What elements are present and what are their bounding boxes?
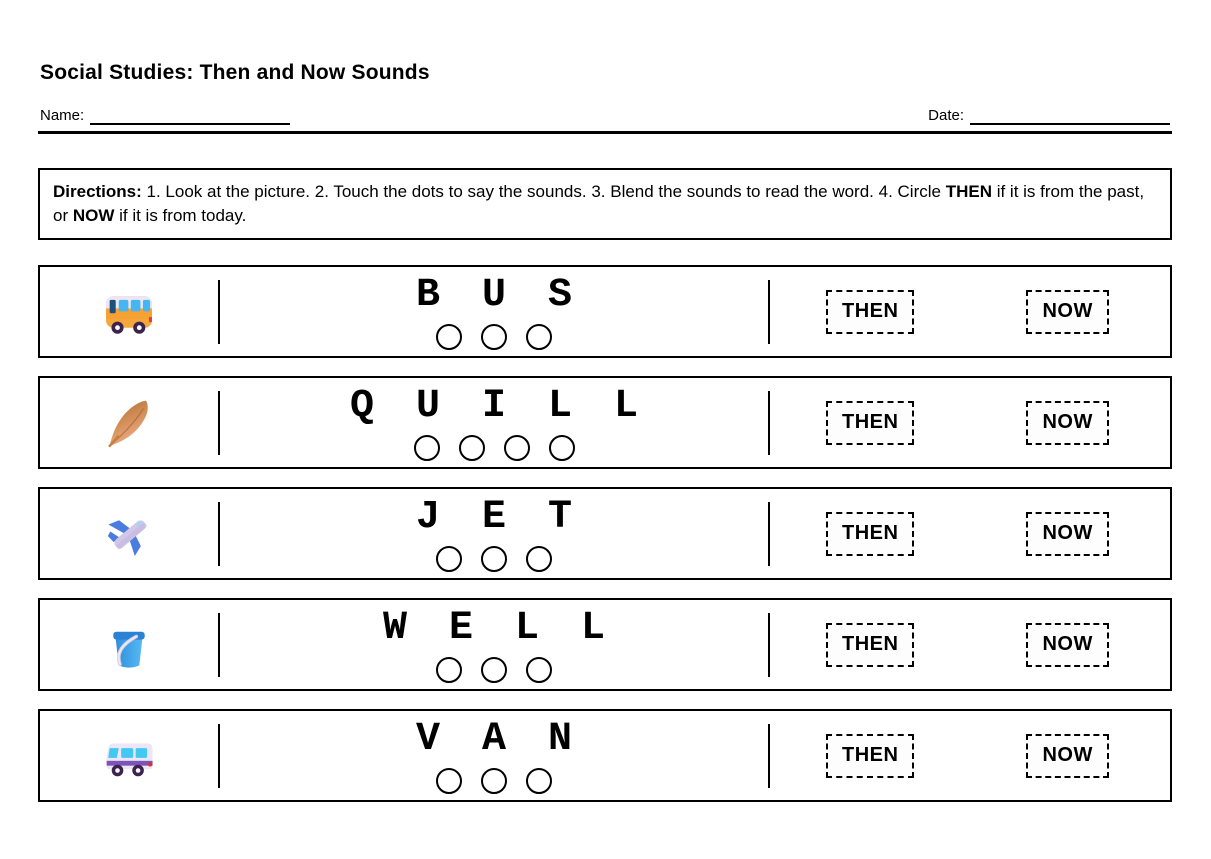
word-cell [220, 600, 768, 689]
word-row [38, 265, 1172, 358]
word-letter: J [415, 494, 440, 540]
sound-dot[interactable] [436, 768, 462, 794]
picture-cell [40, 267, 218, 356]
choices-cell [770, 711, 1170, 800]
word-row [38, 376, 1172, 469]
now-button[interactable]: NOW [1026, 401, 1108, 445]
name-field-line[interactable] [90, 108, 290, 125]
word-letters [362, 605, 626, 651]
word-cell [220, 711, 768, 800]
word-letter: L [547, 383, 572, 429]
sound-dot[interactable] [436, 324, 462, 350]
header-divider-rule [38, 131, 1172, 134]
word-letters [395, 494, 593, 540]
word-cell [220, 378, 768, 467]
word-letter: V [415, 716, 440, 762]
word-letter: S [547, 272, 572, 318]
sound-dot[interactable] [549, 435, 575, 461]
sound-dots [436, 546, 552, 572]
sound-dot[interactable] [526, 657, 552, 683]
sound-dot[interactable] [481, 546, 507, 572]
name-label: Name: [40, 107, 85, 124]
sound-dot[interactable] [436, 657, 462, 683]
now-button[interactable]: NOW [1026, 512, 1108, 556]
choices-cell [770, 267, 1170, 356]
word-letter: I [481, 383, 506, 429]
now-button[interactable]: NOW [1026, 623, 1108, 667]
then-button[interactable]: THEN [826, 290, 914, 334]
word-letter: Q [349, 383, 374, 429]
word-letters [395, 716, 593, 762]
date-field-group [928, 107, 1170, 125]
word-letter: L [580, 605, 605, 651]
name-date-row [40, 107, 1170, 125]
word-letter: A [481, 716, 506, 762]
sound-dot[interactable] [414, 435, 440, 461]
date-label: Date: [928, 107, 964, 124]
word-row [38, 487, 1172, 580]
then-button[interactable]: THEN [826, 401, 914, 445]
now-button[interactable]: NOW [1026, 734, 1108, 778]
feather-icon [100, 394, 158, 452]
sound-dot[interactable] [436, 546, 462, 572]
bucket-icon [100, 616, 158, 674]
sound-dot[interactable] [526, 546, 552, 572]
airplane-icon [100, 505, 158, 563]
sound-dot[interactable] [481, 324, 507, 350]
word-cell [220, 489, 768, 578]
sound-dot[interactable] [526, 768, 552, 794]
word-letter: W [382, 605, 407, 651]
sound-dots [436, 657, 552, 683]
sound-dots [414, 435, 575, 461]
sound-dot[interactable] [481, 657, 507, 683]
sound-dots [436, 324, 552, 350]
word-letter: U [415, 383, 440, 429]
word-letter: U [481, 272, 506, 318]
word-row [38, 598, 1172, 691]
word-letter: E [481, 494, 506, 540]
directions-box [38, 168, 1172, 240]
date-field-line[interactable] [970, 108, 1170, 125]
picture-cell [40, 711, 218, 800]
word-cell [220, 267, 768, 356]
name-field-group [40, 107, 290, 125]
directions-label: Directions: [53, 182, 142, 201]
choices-cell [770, 489, 1170, 578]
word-letter: N [547, 716, 572, 762]
page-title: Social Studies: Then and Now Sounds [40, 61, 430, 84]
directions-text: 1. Look at the picture. 2. Touch the dots to say the sounds. 3. Blend the sounds to read the word. 4. Circle THEN if it is from the past, or NOW if it is from today. [53, 182, 1145, 225]
picture-cell [40, 600, 218, 689]
sound-dot[interactable] [526, 324, 552, 350]
sound-dots [436, 768, 552, 794]
choices-cell [770, 378, 1170, 467]
word-letter: E [448, 605, 473, 651]
word-letter: L [613, 383, 638, 429]
sound-dot[interactable] [504, 435, 530, 461]
word-letter: T [547, 494, 572, 540]
word-letters [329, 383, 659, 429]
then-button[interactable]: THEN [826, 623, 914, 667]
sound-dot[interactable] [481, 768, 507, 794]
sound-dot[interactable] [459, 435, 485, 461]
now-button[interactable]: NOW [1026, 290, 1108, 334]
word-letters [395, 272, 593, 318]
bus-icon [100, 283, 158, 341]
worksheet-rows [38, 265, 1172, 820]
picture-cell [40, 489, 218, 578]
picture-cell [40, 378, 218, 467]
van-icon [100, 727, 158, 785]
then-button[interactable]: THEN [826, 512, 914, 556]
word-letter: L [514, 605, 539, 651]
word-letter: B [415, 272, 440, 318]
choices-cell [770, 600, 1170, 689]
then-button[interactable]: THEN [826, 734, 914, 778]
word-row [38, 709, 1172, 802]
